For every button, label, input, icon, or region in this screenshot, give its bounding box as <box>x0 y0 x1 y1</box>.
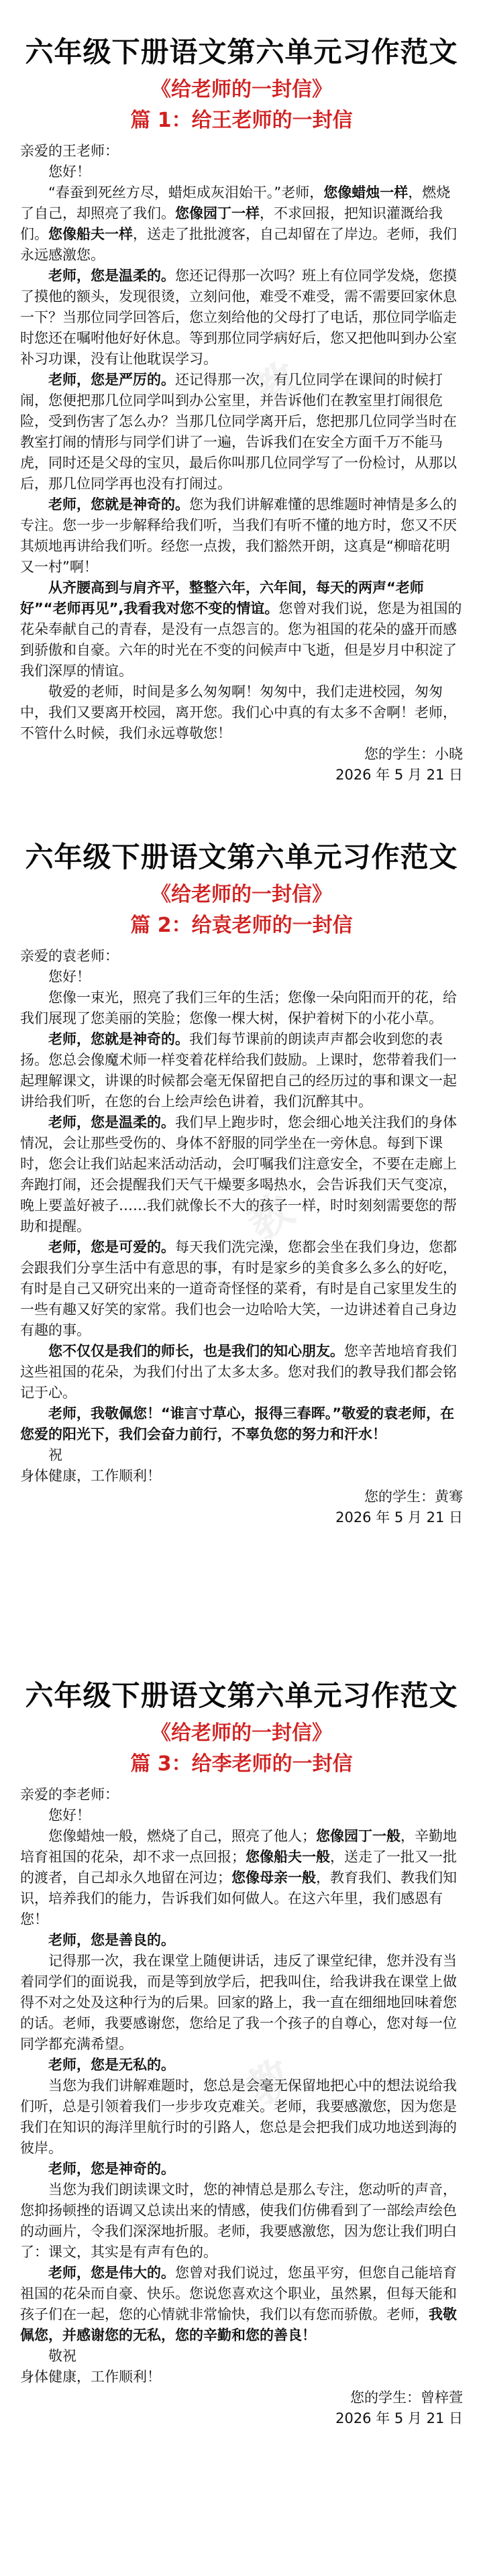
paragraph <box>20 2263 463 2346</box>
body-text: 敬爱的老师，时间是多么匆匆啊！匆匆中，我们走进校园，匆匆中，我们又要离开校园，离开您。我们心中真的有太多不舍啊！老师，不管什么时候，我们永远尊敬您！ <box>20 684 457 741</box>
bold-text: 老师，您是温柔的。 <box>48 1114 175 1130</box>
letter-body <box>20 1784 463 2429</box>
bold-text: 您像园丁一般 <box>316 1828 400 1844</box>
date: 2026 年 5 月 21 日 <box>335 1509 463 1525</box>
bold-text: 老师，您是伟大的。 <box>48 2265 175 2281</box>
page-title: 六年级下册语文第六单元习作范文 <box>25 1679 458 1712</box>
paragraph <box>20 1403 463 1445</box>
watermark: 教 <box>239 2050 303 2116</box>
body-text: 您像一束光，照亮了我们三年的生活；您像一朵向阳而开的花，给我们展现了您美丽的笑脸；您像一棵大树，保护着树下的小花小草。 <box>20 989 457 1026</box>
letter-heading: 篇 3：给李老师的一封信 <box>130 1752 353 1776</box>
bold-text: 老师，您是无私的。 <box>48 2057 175 2073</box>
bold-text: 您像蜡烛一样 <box>323 184 409 201</box>
body-text: 当您为我们讲解难题时，您总是会毫无保留地把心中的想法说给我们听，总是引领着我们一步步攻克难关。老师，我要感激您，因为您是我们在知识的海洋里航行时的引路人，您总是会把我们成功地送到海的彼岸。 <box>20 2078 457 2156</box>
body-text: 您像蜡烛一般，燃烧了自己，照亮了他人； <box>48 1828 316 1844</box>
letter-body <box>20 946 463 1528</box>
bold-text: 老师，您就是神奇的。 <box>48 496 189 513</box>
paragraph <box>20 2159 463 2180</box>
body-text: 记得那一次，我在课堂上随便讲话，违反了课堂纪律，您并没有当着同学们的面说我，而是等到放学后，把我叫住，给我讲我在课堂上做得不对之处及这种行为的后果。回家的路上，我一直在细细地回味着您的话。老师，我要感谢您，您给足了我一个孩子的自尊心，您对每一位同学都充满希望。 <box>20 1953 457 2052</box>
salutation: 亲爱的李老师： <box>20 1786 119 1803</box>
body-text: ，不求回报，把知识灌溉给我们。 <box>20 205 443 242</box>
body-text: 您曾对我们说，您是为祖国的花朵奉献自己的青春，是没有一点怨言的。您为祖国的花朵的盛开而感到骄傲和自豪。六年的时光在不变的问候声中飞逝，但是岁月中积淀了我们深厚的情谊。 <box>20 600 462 679</box>
bold-text: 您像船夫一般 <box>246 1849 330 1865</box>
letter-2 <box>20 805 463 1644</box>
paragraph <box>20 682 463 744</box>
greeting: 您好！ <box>48 164 91 180</box>
bold-text: 老师，您是可爱的。 <box>48 1239 175 1255</box>
paragraph <box>20 2055 463 2076</box>
closing-lines <box>20 2346 463 2387</box>
body-text: 还记得那一次，有几位同学在课间的时候打闹，您便把那几位同学叫到办公室里，并告诉他们在教室里打闹很危险，受到伤害了怎么办？当那几位同学离开后，您把那几位同学当时在教室打闹的情形与同学们讲了一遍，告诉我们在安全方面千万不能马虎，同时还是父母的宝贝，最后你叫那几位同学写了一份检讨，从那以后，那几位同学再也没有打闹过。 <box>20 372 457 492</box>
body-text: 当您为我们朗读课文时，您的神情总是那么专注，您动听的声音，您抑扬顿挫的语调又总读出来的情感，使我们仿佛看到了一部绘声绘色的动画片，令我们深深地折服。老师，我要感激您，因为您让我们明白了：课文，其实是有声有色的。 <box>20 2182 457 2260</box>
bold-text: 在您爱的阳光下，我们会奋力前行，不辜负您的努力和汗水！ <box>20 1405 455 1442</box>
watermark: 教 <box>246 353 309 419</box>
paragraph <box>20 370 463 494</box>
letter-3 <box>20 1644 463 2576</box>
body-text: ，送走了一批又一批的渡者，自己却永久地留在河边； <box>20 1849 457 1886</box>
body-text: 您还记得那一次吗？班上有位同学发烧，您摸了摸他的额头，发现很烫，立刻问他，难受不难受，需不需要回家休息一下？当那位同学回答后，您立刻给他的父母打了电话，那位同学临走时您还在嘱咐他好好休息。等到那位同学病好后，您又把他叫到办公室补习功课，没有让他耽误学习。 <box>20 268 457 367</box>
closing-lines <box>20 1445 463 1487</box>
paragraph <box>20 1341 463 1403</box>
paragraph <box>20 2180 463 2263</box>
page-title: 六年级下册语文第六单元习作范文 <box>25 36 458 68</box>
body-text: ，教育我们、教我们知识，培养我们的能力，告诉我们如何做人。在这六年里，我们感恩有您！ <box>20 1870 457 1927</box>
paragraphs <box>20 1826 463 2346</box>
bold-text: 老师，您是严厉的。 <box>48 372 175 388</box>
bold-text: 老师，您就是神奇的。 <box>48 1031 189 1047</box>
letter-1 <box>20 0 463 805</box>
bold-text: 您不仅仅是我们的师长，也是我们的知心朋友。 <box>48 1343 344 1359</box>
letter-heading: 篇 2：给袁老师的一封信 <box>130 914 353 937</box>
body-text: “春蚕到死丝方尽，蜡炬成灰泪始干。”老师， <box>48 184 324 201</box>
body-text: 您辛苦地培育我们这些祖国的花朵，为我们付出了太多太多。您对我们的教导我们都会铭记于心。 <box>20 1343 457 1401</box>
bold-text: 您像园丁一样 <box>175 205 260 221</box>
bold-text: 从齐腰高到与肩齐平，整整六年，六年间，每天的两声“老师好”“老师再见”,我看我对您不变的情谊。 <box>20 580 424 616</box>
paragraph <box>20 1112 463 1237</box>
signature: 您的学生：曾梓萱 <box>350 2390 463 2406</box>
body-text: ，燃烧了自己，却照亮了我们。 <box>20 184 451 221</box>
body-text: 您曾对我们说过，您虽平穷，但您自己能培育祖国的花朵而自豪、快乐。您说您喜欢这个职业，虽然累，但每天能和孩子们在一起，您的心情就非常愉快，我们以有您而骄傲。老师， <box>20 2265 457 2322</box>
body-text: 每天我们洗完澡，您都会坐在我们身边，您都会跟我们分享生活中有意思的事，有时是家乡的美食多么多么的好吃，有时是自己又研究出来的一道奇奇怪怪的菜肴，有时是自己家里发生的一些有趣又好笑的家常。我们也会一边哈哈大笑，一边讲述着自己身边有趣的事。 <box>20 1239 457 1338</box>
letter-body <box>20 141 463 786</box>
date: 2026 年 5 月 21 日 <box>335 767 463 783</box>
bold-text: 我敬佩您，并感谢您的无私，您的辛勤和您的善良！ <box>20 2306 457 2343</box>
body-text: ，送走了批批渡客，自己却留在了岸边。老师，我们永远感激您。 <box>20 226 457 263</box>
subtitle: 《给老师的一封信》 <box>151 883 332 906</box>
paragraph <box>20 266 463 370</box>
bold-text: 老师，我敬佩您！“谁言寸草心，报得三春晖。”敬爱的袁老师， <box>48 1405 441 1421</box>
letter-heading: 篇 1：给王老师的一封信 <box>130 109 353 132</box>
bold-text: 老师，您是神奇的。 <box>48 2161 175 2177</box>
body-text: 您为我们讲解难懂的思维题时神情是多么的专注。您一步一步解释给我们听，当我们有听不懂的地方时，您又不厌其烦地再讲给我们听。经您一点拨，我们豁然开朗，这真是“柳暗花明又一村”啊！ <box>20 496 457 575</box>
signature: 您的学生：黄骞 <box>364 1489 463 1505</box>
paragraph <box>20 578 463 682</box>
paragraphs <box>20 182 463 744</box>
subtitle: 《给老师的一封信》 <box>151 78 332 101</box>
page-title: 六年级下册语文第六单元习作范文 <box>25 841 458 873</box>
closing-wish: 敬祝 <box>48 2348 76 2364</box>
subtitle: 《给老师的一封信》 <box>151 1721 332 1745</box>
closing-wish: 祝 <box>48 1447 62 1463</box>
bold-text: 您像船夫一样 <box>48 226 133 242</box>
signature: 您的学生：小晓 <box>364 746 463 762</box>
date: 2026 年 5 月 21 日 <box>335 2410 463 2426</box>
body-text: ，辛勤地培育祖国的花朵，却不求一点回报； <box>20 1828 457 1865</box>
paragraph <box>20 1930 463 1951</box>
paragraph <box>20 987 463 1029</box>
salutation: 亲爱的王老师： <box>20 143 119 159</box>
paragraphs <box>20 987 463 1445</box>
greeting: 您好！ <box>48 969 91 985</box>
paragraph <box>20 1826 463 1930</box>
bold-text: 老师，您是温柔的。 <box>48 268 175 284</box>
body-text: 我们每节课前的朗读声声都会收到您的表扬。您总会像魔术师一样变着花样给我们鼓励。上课时，您带着我们一起理解课文，讲课的时候都会毫无保留把自己的经历过的事和课文一起讲给我们听，在您的台上绘声绘色讲着，我们沉醉其中。 <box>20 1031 457 1110</box>
paragraph <box>20 494 463 578</box>
paragraph <box>20 1237 463 1341</box>
closing-blessing: 身体健康，工作顺利！ <box>20 2369 161 2385</box>
paragraph <box>20 1951 463 2055</box>
body-text: 我们早上跑步时，您会细心地关注我们的身体情况，会让那些受伤的、身体不舒服的同学坐在一旁休息。每到下课时，您会让我们站起来活动活动，会叮嘱我们注意安全，不要在走廊上奔跑打闹，还会提醒我们天气干燥要多喝热水，会告诉我们天气变凉，晚上要盖好被子……我们就像长不大的孩子一样，时时刻刻需要您的帮助和提醒。 <box>20 1114 457 1234</box>
paragraph <box>20 182 463 266</box>
salutation: 亲爱的袁老师： <box>20 948 119 964</box>
paragraph <box>20 2076 463 2159</box>
bold-text: 老师，您是善良的。 <box>48 1932 175 1948</box>
bold-text: 您像母亲一般 <box>231 1870 316 1886</box>
greeting: 您好！ <box>48 1807 91 1823</box>
watermark: 教 <box>239 1185 303 1250</box>
closing-blessing: 身体健康，工作顺利！ <box>20 1468 161 1484</box>
paragraph <box>20 1029 463 1112</box>
